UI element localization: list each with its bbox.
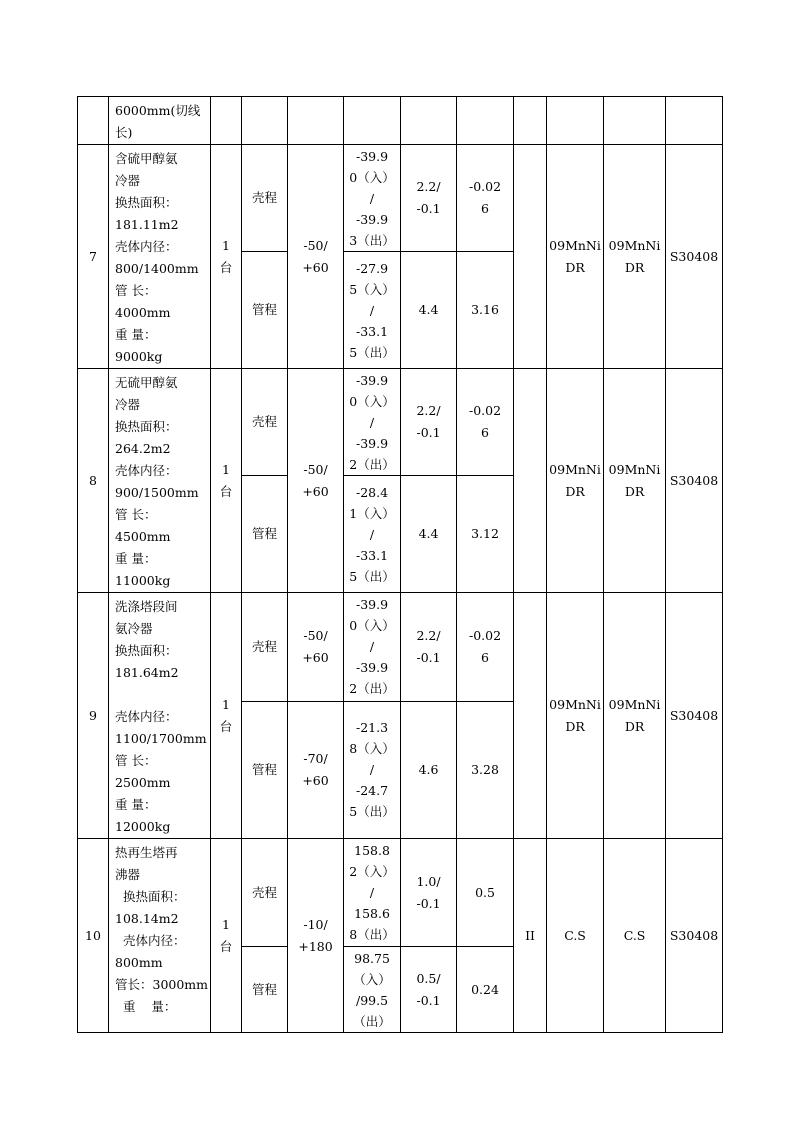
material-cell: S30408 <box>666 145 723 369</box>
operating-temp-cell: -21.3 8（入） / -24.7 5（出） <box>344 701 401 838</box>
operating-pressure-cell: 3.12 <box>457 476 514 593</box>
material-cell: 09MnNi DR <box>604 369 666 593</box>
design-pressure-cell: 4.6 <box>401 701 457 838</box>
class-cell <box>514 369 547 593</box>
description-cell: 洗涤塔段间 氨冷器 换热面积： 181.64m2 壳体内径： 1100/1700mm 管 长： 2500mm 重 量： 12000kg <box>109 593 211 839</box>
quantity-cell: 1 台 <box>211 145 242 369</box>
table-row <box>78 593 723 702</box>
item-number: 9 <box>78 593 109 839</box>
side-label: 管程 <box>242 252 288 369</box>
item-number: 10 <box>78 839 109 1033</box>
operating-pressure-cell: 3.16 <box>457 252 514 369</box>
material-cell: 09MnNi DR <box>547 593 604 839</box>
design-pressure-cell: 0.5/ -0.1 <box>401 947 457 1033</box>
material-cell: S30408 <box>666 369 723 593</box>
design-pressure-cell: 2.2/ -0.1 <box>401 369 457 476</box>
material-cell: C.S <box>547 839 604 1033</box>
design-pressure-cell: 4.4 <box>401 476 457 593</box>
item-number: 7 <box>78 145 109 369</box>
class-cell: II <box>514 839 547 1033</box>
material-cell: 09MnNi DR <box>604 145 666 369</box>
item-number: 8 <box>78 369 109 593</box>
design-pressure-cell: 1.0/ -0.1 <box>401 839 457 947</box>
equipment-spec-table <box>77 96 723 1033</box>
design-temp-cell: -70/ +60 <box>288 701 344 838</box>
description-cell: 含硫甲醇氨 冷器 换热面积： 181.11m2 壳体内径： 800/1400mm 管 长： 4000mm 重 量： 9000kg <box>109 145 211 369</box>
design-pressure-cell: 4.4 <box>401 252 457 369</box>
operating-pressure-cell: -0.02 6 <box>457 369 514 476</box>
design-pressure-cell: 2.2/ -0.1 <box>401 145 457 252</box>
table-row <box>78 97 723 145</box>
operating-temp-cell: -39.9 0（入） / -39.9 2（出） <box>344 369 401 476</box>
operating-pressure-cell: 0.5 <box>457 839 514 947</box>
class-cell <box>514 593 547 839</box>
table-row <box>78 145 723 252</box>
material-cell: S30408 <box>666 839 723 1033</box>
no-cell <box>78 97 109 145</box>
side-label: 壳程 <box>242 369 288 476</box>
design-temp-cell: -50/ +60 <box>288 369 344 593</box>
side-label: 壳程 <box>242 145 288 252</box>
description-cell: 热再生塔再 沸器 换热面积： 108.14m2 壳体内径： 800mm 管长：3000mm 重 量： <box>109 839 211 1033</box>
operating-pressure-cell: 0.24 <box>457 947 514 1033</box>
material-cell: 09MnNi DR <box>547 369 604 593</box>
material-cell: 09MnNi DR <box>547 145 604 369</box>
design-temp-cell: -50/ +60 <box>288 145 344 369</box>
side-label: 管程 <box>242 701 288 838</box>
design-temp-cell: -10/ +180 <box>288 839 344 1033</box>
quantity-cell: 1 台 <box>211 369 242 593</box>
side-label: 管程 <box>242 476 288 593</box>
quantity-cell: 1 台 <box>211 839 242 1033</box>
operating-pressure-cell: -0.02 6 <box>457 145 514 252</box>
design-temp-cell: -50/ +60 <box>288 593 344 702</box>
side-label: 壳程 <box>242 839 288 947</box>
class-cell <box>514 145 547 369</box>
description-cell: 无硫甲醇氨 冷器 换热面积： 264.2m2 壳体内径： 900/1500mm 管 长： 4500mm 重 量： 11000kg <box>109 369 211 593</box>
material-cell: S30408 <box>666 593 723 839</box>
side-label: 管程 <box>242 947 288 1033</box>
operating-pressure-cell: 3.28 <box>457 701 514 838</box>
design-pressure-cell: 2.2/ -0.1 <box>401 593 457 702</box>
operating-temp-cell: -28.4 1（入） / -33.1 5（出） <box>344 476 401 593</box>
operating-temp-cell: -27.9 5（入） / -33.1 5（出） <box>344 252 401 369</box>
table-row <box>78 839 723 947</box>
table-row <box>78 369 723 476</box>
quantity-cell: 1 台 <box>211 593 242 839</box>
material-cell: C.S <box>604 839 666 1033</box>
material-cell: 09MnNi DR <box>604 593 666 839</box>
operating-temp-cell: -39.9 0（入） / -39.9 3（出） <box>344 145 401 252</box>
side-label: 壳程 <box>242 593 288 702</box>
description-cell: 6000mm(切线 长) <box>109 97 211 145</box>
operating-temp-cell: 98.75 （入） /99.5 （出） <box>344 947 401 1033</box>
operating-pressure-cell: -0.02 6 <box>457 593 514 702</box>
operating-temp-cell: 158.8 2（入） / 158.6 8（出） <box>344 839 401 947</box>
operating-temp-cell: -39.9 0（入） / -39.9 2（出） <box>344 593 401 702</box>
